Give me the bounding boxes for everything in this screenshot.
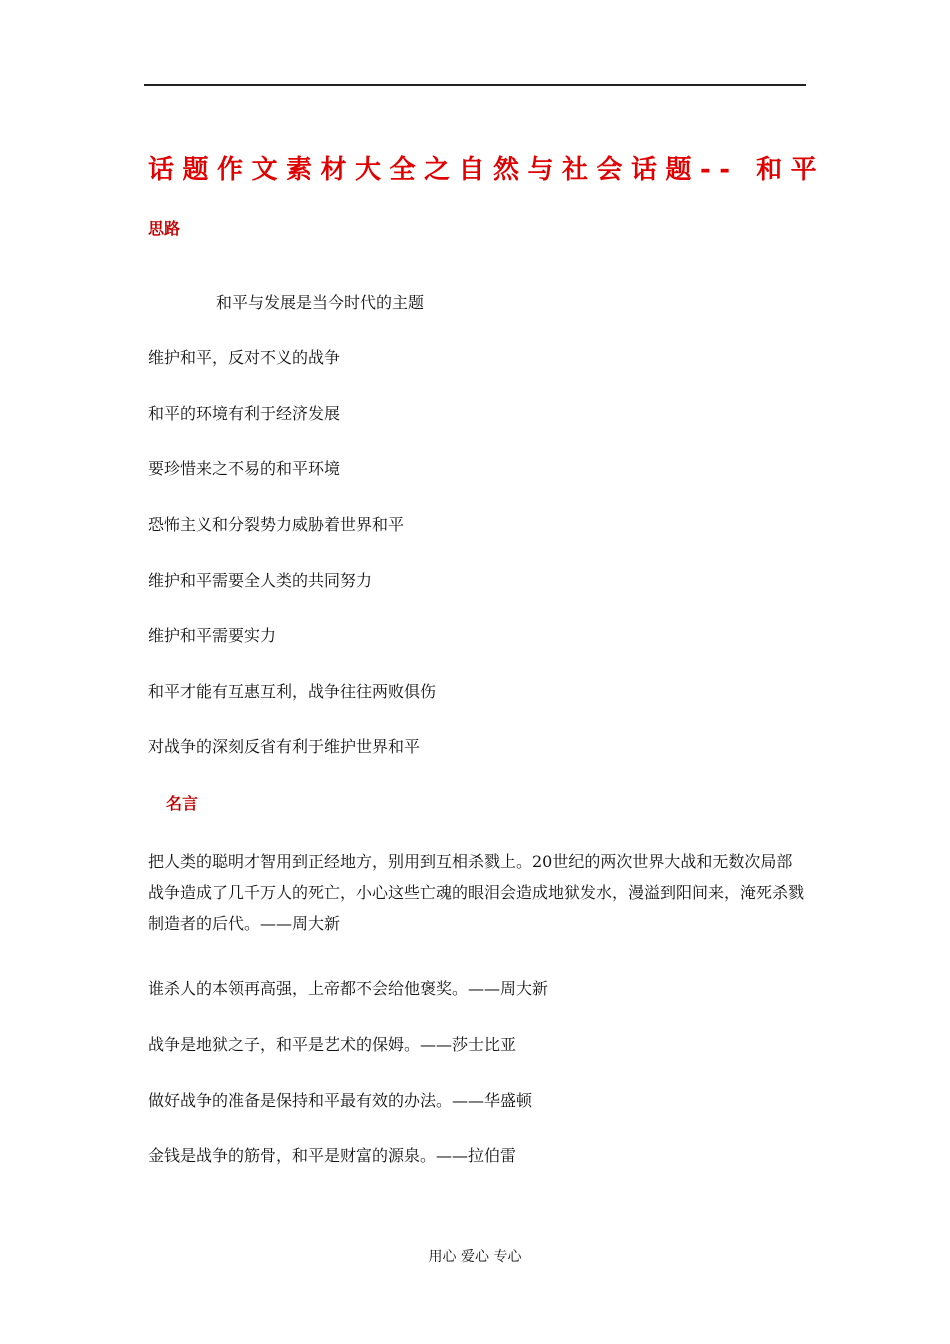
list-item: 要珍惜来之不易的和平环境: [148, 459, 341, 478]
section-heading-silu: 思路: [148, 219, 181, 238]
list-item: 维护和平需要实力: [148, 626, 277, 645]
quote-line: 战争是地狱之子，和平是艺术的保姆。——莎士比亚: [148, 1035, 517, 1054]
header-rule: [144, 84, 806, 86]
quote-line: 谁杀人的本领再高强，上帝都不会给他褒奖。——周大新: [148, 979, 549, 998]
list-item: 恐怖主义和分裂势力威胁着世界和平: [148, 515, 405, 534]
page-footer: 用心 爱心 专心: [428, 1249, 522, 1265]
list-item: 和平与发展是当今时代的主题: [216, 293, 425, 312]
quote-line: 金钱是战争的筋骨，和平是财富的源泉。——拉伯雷: [148, 1146, 517, 1165]
quote-paragraph: 把人类的聪明才智用到正经地方，别用到互相杀戮上。20世纪的两次世界大战和无数次局部战争造成了几千万人的死亡，小心这些亡魂的眼泪会造成地狱发水，漫溢到阳间来，淹死杀戮制造者的后代。——周大新: [148, 852, 805, 933]
page-title: 话题作文素材大全之自然与社会话题-- 和平: [148, 155, 826, 185]
list-item: 维护和平，反对不义的战争: [148, 348, 341, 367]
section-heading-mingyan: 名言: [166, 794, 199, 813]
list-item: 维护和平需要全人类的共同努力: [148, 571, 373, 590]
list-item: 和平才能有互惠互利，战争往往两败俱伤: [148, 682, 437, 701]
list-item: 和平的环境有利于经济发展: [148, 404, 341, 423]
list-item: 对战争的深刻反省有利于维护世界和平: [148, 737, 421, 756]
quote-line: 做好战争的准备是保持和平最有效的办法。——华盛顿: [148, 1091, 533, 1110]
